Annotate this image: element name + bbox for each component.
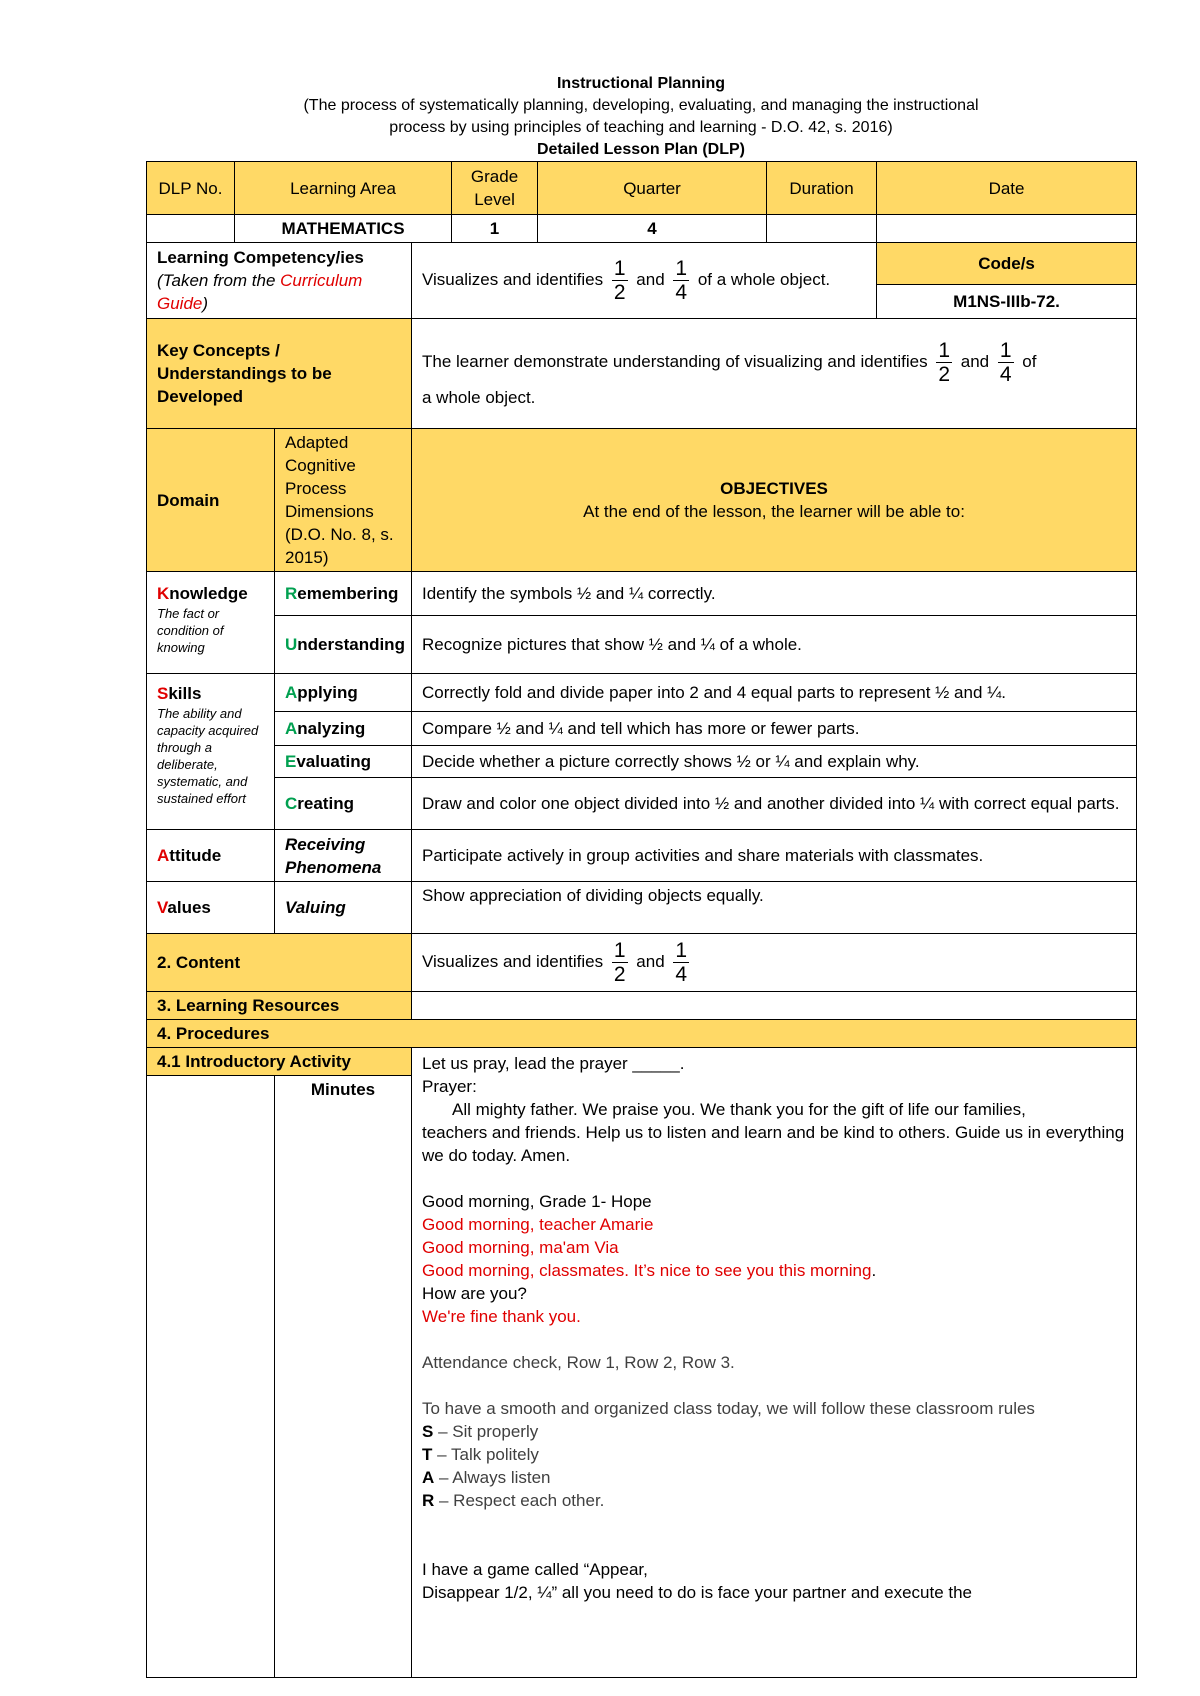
objective-valuing: Show appreciation of dividing objects equally. <box>412 882 1137 934</box>
objective-receiving-phenomena: Participate actively in group activities and share materials with classmates. <box>412 830 1137 882</box>
introductory-activity-content: Let us pray, lead the prayer _____. Prayer: All mighty father. We praise you. We thank you for the gift of life our families, teachers and friends. Help us to listen and learn and be kind to others. Guide us in everything we do today. Amen. Good morning, Grade 1- Hope Good morning, teacher Amarie Good morning, ma'am Via Good morning, classmates. It’s nice to see you this morning. How are you? We're fine thank you. Attendance check, Row 1, Row 2, Row 3. To have a smooth and organized class today, we will follow these classroom rules S – Sit properly T – Talk politely A – Always listen R – Respect each other. I have a game called “Appear, Disappear 1/2, ¼” all you need to do is face your partner and execute the <box>412 1048 1137 1678</box>
lesson-plan-table <box>146 161 1137 1678</box>
competency-note: (Taken from the Curriculum Guide) <box>157 271 363 313</box>
quarter-header: Quarter <box>538 162 767 215</box>
competency-label: Learning Competency/ies <box>157 248 364 267</box>
learning-area-header: Learning Area <box>235 162 452 215</box>
grade-level-value: 1 <box>452 215 538 243</box>
objective-understanding: Recognize pictures that show ½ and ¼ of a whole. <box>412 616 1137 674</box>
domain-values: Values <box>147 882 275 934</box>
dimension-analyzing: Analyzing <box>275 712 412 746</box>
code-header: Code/s <box>877 243 1137 285</box>
domain-attitude: Attitude <box>147 830 275 882</box>
rule-s: S – Sit properly <box>422 1422 539 1441</box>
rule-a: A – Always listen <box>422 1468 551 1487</box>
objective-creating: Draw and color one object divided into ½ and another divided into ¼ with correct equal parts. <box>412 778 1137 830</box>
grade-level-header: Grade Level <box>452 162 538 215</box>
objective-applying: Correctly fold and divide paper into 2 and 4 equal parts to represent ½ and ¼. <box>412 674 1137 712</box>
objective-analyzing: Compare ½ and ¼ and tell which has more or fewer parts. <box>412 712 1137 746</box>
content-label: 2. Content <box>147 934 412 992</box>
domain-skills: Skills The ability and capacity acquired through a deliberate, systematic, and sustained effort <box>147 674 275 830</box>
fraction-one-half: $\frac{1}{2}$ <box>938 338 951 386</box>
introductory-activity-label: 4.1 Introductory Activity <box>147 1048 412 1076</box>
content-text: Visualizes and identifies $\frac{1}{2}$ and $\frac{1}{4}$ <box>412 934 1137 992</box>
date-value <box>877 215 1137 243</box>
dlp-no-header: DLP No. <box>147 162 235 215</box>
dlp-no-value <box>147 215 235 243</box>
competency-label-cell <box>147 243 412 319</box>
dimension-creating: Creating <box>275 778 412 830</box>
dimension-evaluating: Evaluating <box>275 746 412 778</box>
fraction-one-half: $\frac{1}{2}$ <box>613 939 626 986</box>
rule-r: R – Respect each other. <box>422 1491 605 1510</box>
competency-text-cell: Visualizes and identifies $\frac{1}{2}$ and $\frac{1}{4}$ of a whole object. <box>412 243 877 319</box>
dimension-applying: Applying <box>275 674 412 712</box>
plan-title: Detailed Lesson Plan (DLP) <box>536 141 746 158</box>
domain-knowledge: Knowledge The fact or condition of knowing <box>147 572 275 674</box>
learning-area-value: MATHEMATICS <box>235 215 452 243</box>
learning-resources-value <box>412 992 1137 1020</box>
minutes-header: Minutes <box>275 1076 412 1678</box>
domain-header: Domain <box>147 429 275 572</box>
learning-resources-label: 3. Learning Resources <box>147 992 412 1020</box>
dimensions-header: Adapted Cognitive Process Dimensions (D.O. No. 8, s. 2015) <box>275 429 412 572</box>
fraction-one-fourth: $\frac{1}{4}$ <box>999 338 1012 386</box>
date-header: Date <box>877 162 1137 215</box>
objectives-header: OBJECTIVES At the end of the lesson, the learner will be able to: <box>412 429 1137 572</box>
objective-evaluating: Decide whether a picture correctly shows ½ or ¼ and explain why. <box>412 746 1137 778</box>
duration-header: Duration <box>767 162 877 215</box>
procedures-label: 4. Procedures <box>147 1020 1137 1048</box>
code-value: M1NS-IIIb-72. <box>877 285 1137 319</box>
fraction-one-fourth: $\frac{1}{4}$ <box>675 257 688 304</box>
dimension-remembering: Remembering <box>275 572 412 616</box>
dimension-valuing: Valuing <box>275 882 412 934</box>
dimension-receiving-phenomena: Receiving Phenomena <box>275 830 412 882</box>
document-title: Instructional Planning <box>556 75 725 92</box>
document-subtitle-line1: (The process of systematically planning, developing, evaluating, and managing the instructional <box>303 97 979 114</box>
key-concepts-text: The learner demonstrate understanding of visualizing and identifies $\frac{1}{2}$ and $\frac{1}{4}$ of a whole object. <box>412 319 1137 429</box>
dimension-understanding: Understanding <box>275 616 412 674</box>
fraction-one-half: $\frac{1}{2}$ <box>613 257 626 304</box>
fraction-one-fourth: $\frac{1}{4}$ <box>675 939 688 986</box>
quarter-value: 4 <box>538 215 767 243</box>
key-concepts-label: Key Concepts / Understandings to be Developed <box>147 319 412 429</box>
objective-remembering: Identify the symbols ½ and ¼ correctly. <box>412 572 1137 616</box>
document-subtitle-line2: process by using principles of teaching and learning - D.O. 42, s. 2016) <box>389 119 893 136</box>
rule-t: T – Talk politely <box>422 1445 539 1464</box>
duration-value <box>767 215 877 243</box>
activity-blank-cell <box>147 1076 275 1678</box>
